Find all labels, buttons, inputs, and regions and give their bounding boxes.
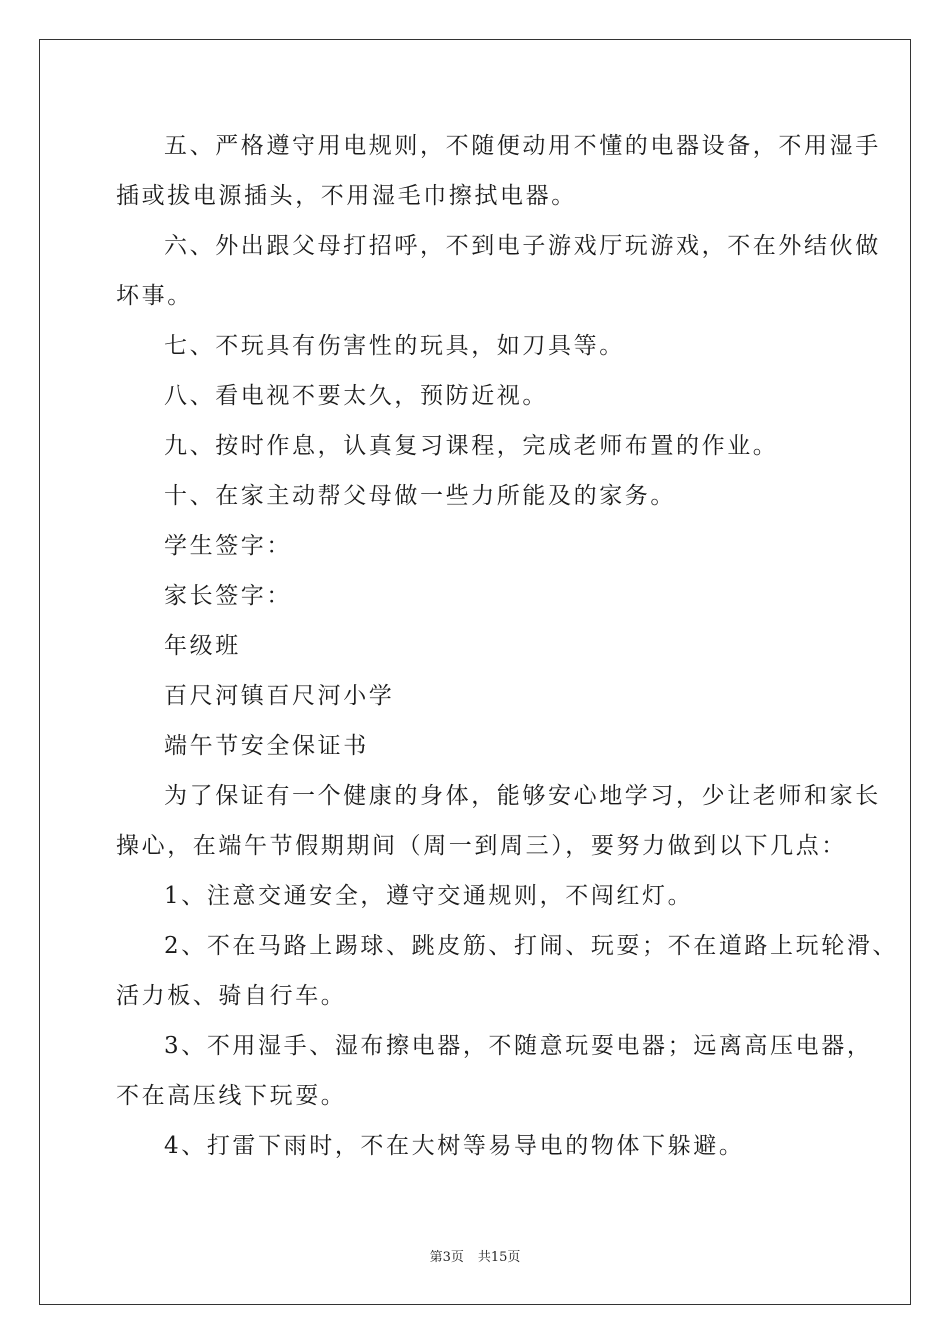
paragraph-line: 七、不玩具有伤害性的玩具，如刀具等。 bbox=[164, 333, 625, 359]
student-signature-label: 学生签字： bbox=[164, 533, 292, 559]
paragraph-line: 1、注意交通安全，遵守交通规则，不闯红灯。 bbox=[164, 883, 694, 909]
paragraph-line: 六、外出跟父母打招呼，不到电子游戏厅玩游戏，不在外结伙做 bbox=[164, 233, 881, 259]
paragraph-line: 2、不在马路上踢球、跳皮筋、打闹、玩耍；不在道路上玩轮滑、 bbox=[164, 933, 899, 959]
school-name: 百尺河镇百尺河小学 bbox=[164, 683, 395, 709]
page-footer bbox=[0, 1246, 950, 1265]
paragraph-line: 九、按时作息，认真复习课程，完成老师布置的作业。 bbox=[164, 433, 779, 459]
grade-class-label: 年级班 bbox=[164, 633, 241, 659]
paragraph-line: 3、不用湿手、湿布擦电器，不随意玩耍电器；远离高压电器， bbox=[164, 1033, 873, 1059]
paragraph-line: 八、看电视不要太久，预防近视。 bbox=[164, 383, 548, 409]
paragraph-line: 坏事。 bbox=[116, 283, 193, 309]
paragraph-line: 五、严格遵守用电规则，不随便动用不懂的电器设备，不用湿手 bbox=[164, 133, 881, 159]
page-number: 第3页 bbox=[429, 1250, 464, 1265]
parent-signature-label: 家长签字： bbox=[164, 583, 292, 609]
paragraph-line: 十、在家主动帮父母做一些力所能及的家务。 bbox=[164, 483, 676, 509]
section-title: 端午节安全保证书 bbox=[164, 733, 369, 759]
paragraph-line: 活力板、骑自行车。 bbox=[116, 983, 347, 1009]
paragraph-line: 不在高压线下玩耍。 bbox=[116, 1083, 347, 1109]
paragraph-line: 操心，在端午节假期期间（周一到周三），要努力做到以下几点： bbox=[116, 833, 847, 859]
paragraph-line: 插或拔电源插头，不用湿毛巾擦拭电器。 bbox=[116, 183, 577, 209]
page-total: 共15页 bbox=[477, 1250, 521, 1265]
paragraph-line: 为了保证有一个健康的身体，能够安心地学习，少让老师和家长 bbox=[164, 783, 881, 809]
paragraph-line: 4、打雷下雨时，不在大树等易导电的物体下躲避。 bbox=[164, 1133, 745, 1159]
